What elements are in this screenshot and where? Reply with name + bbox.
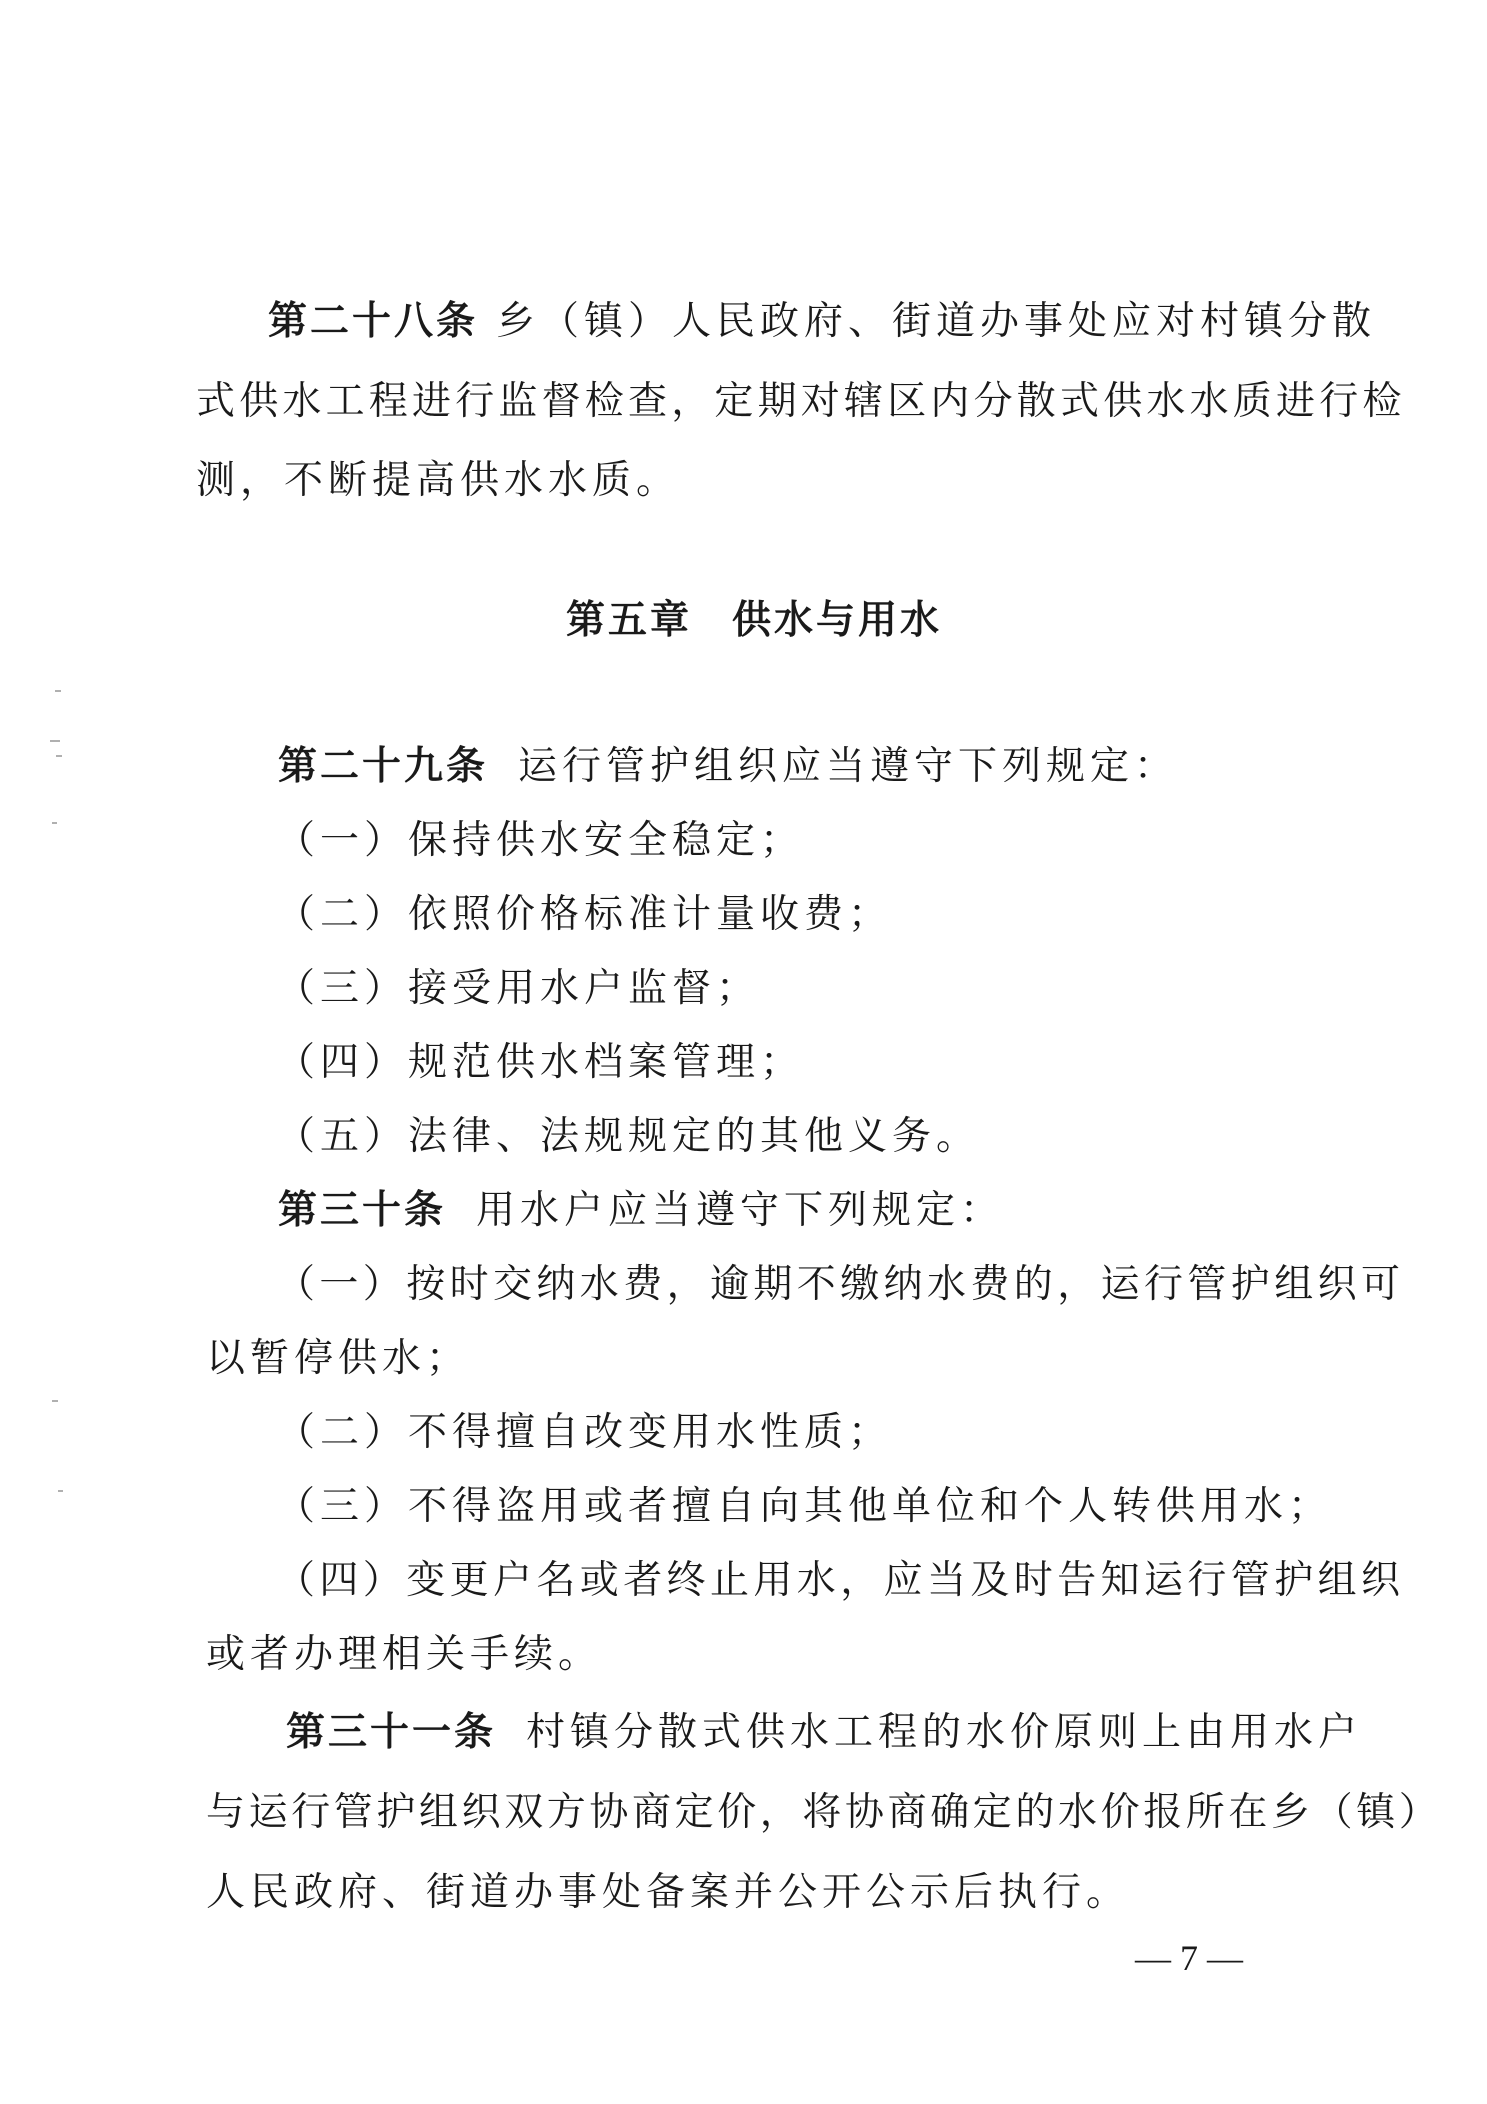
article-30-item-1-line-2: 以暂停供水； — [206, 1336, 471, 1381]
article-30-item-3: （三）不得盗用或者擅自向其他单位和个人转供用水； — [276, 1484, 1333, 1529]
article-28-line-1 — [268, 296, 1376, 348]
scan-speck — [50, 740, 60, 742]
scan-speck — [58, 1490, 63, 1492]
article-31-line-3: 人民政府、街道办事处备案并公开公示后执行。 — [206, 1870, 1131, 1915]
article-29-item-3: （三）接受用水户监督； — [276, 966, 761, 1011]
chapter-title: 供水与用水 — [732, 598, 943, 643]
article-28-title: 第二十八条 — [268, 299, 479, 344]
article-30-title: 第三十条 — [278, 1188, 447, 1233]
article-29-line-1 — [278, 741, 1178, 793]
article-30-line-1 — [278, 1185, 1004, 1237]
article-29-item-5: （五）法律、法规规定的其他义务。 — [276, 1114, 981, 1159]
chapter-heading — [566, 595, 942, 647]
article-31-line-2: 与运行管护组织双方协商定价，将协商确定的水价报所在乡（镇） — [206, 1790, 1442, 1835]
article-29-title: 第二十九条 — [278, 744, 489, 789]
article-28-line-2: 式供水工程进行监督检查，定期对辖区内分散式供水水质进行检 — [196, 379, 1406, 424]
article-31-title: 第三十一条 — [286, 1710, 497, 1755]
article-30-item-4-line-2: 或者办理相关手续。 — [206, 1632, 603, 1677]
article-28-text-1: 乡（镇）人民政府、街道办事处应对村镇分散 — [496, 299, 1377, 344]
article-30-intro: 用水户应当遵守下列规定： — [476, 1188, 1005, 1233]
article-30-item-1-line-1: （一）按时交纳水费，逾期不缴纳水费的，运行管护组织可 — [276, 1262, 1405, 1307]
scan-speck — [52, 822, 57, 824]
chapter-number: 第五章 — [566, 598, 693, 643]
article-28-line-3: 测，不断提高供水水质。 — [196, 458, 681, 503]
article-31-text-1: 村镇分散式供水工程的水价原则上由用水户 — [526, 1710, 1363, 1755]
scan-speck — [52, 1400, 58, 1402]
article-31-line-1 — [286, 1707, 1362, 1759]
article-30-item-2: （二）不得擅自改变用水性质； — [276, 1410, 893, 1455]
scan-speck — [55, 690, 61, 692]
article-29-intro: 运行管护组织应当遵守下列规定： — [518, 744, 1179, 789]
article-29-item-1: （一）保持供水安全稳定； — [276, 818, 805, 863]
article-30-item-4-line-1: （四）变更户名或者终止用水，应当及时告知运行管护组织 — [276, 1558, 1405, 1603]
scan-speck — [56, 755, 62, 757]
article-29-item-4: （四）规范供水档案管理； — [276, 1040, 805, 1085]
page-number: — 7 — — [1135, 1938, 1243, 1978]
article-29-item-2: （二）依照价格标准计量收费； — [276, 892, 893, 937]
